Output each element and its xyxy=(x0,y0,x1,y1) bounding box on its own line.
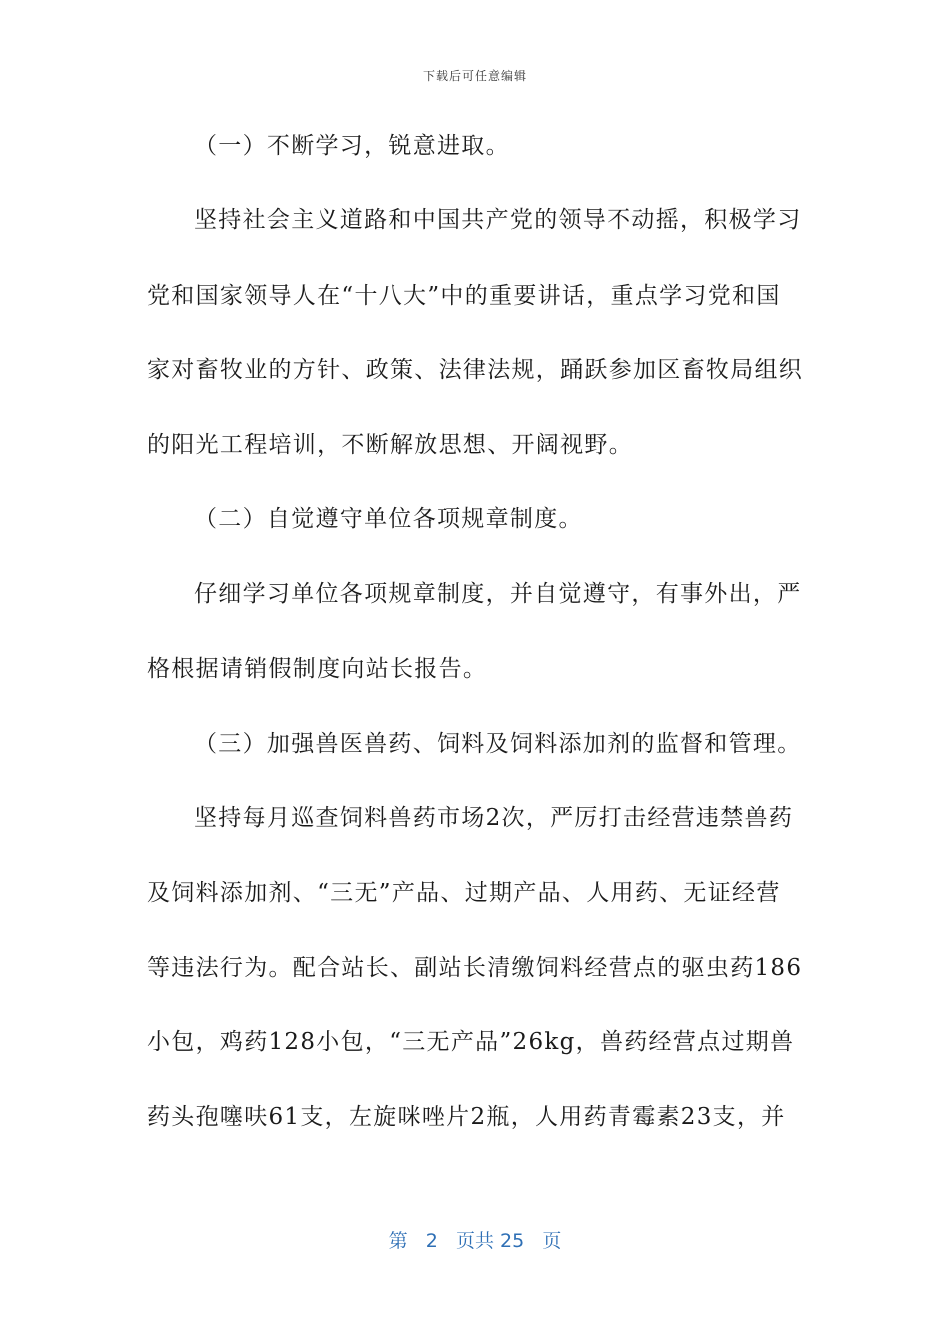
paragraph-line: 等违法行为。配合站长、副站长清缴饲料经营点的驱虫药186 xyxy=(147,955,803,981)
paragraph-line: 小包，鸡药128小包，“三无产品”26kg，兽药经营点过期兽 xyxy=(147,1029,795,1055)
paragraph-line: 药头孢噻呋61支，左旋咪唑片2瓶，人用药青霉素23支，并 xyxy=(147,1104,786,1130)
section-heading-2: （二）自觉遵守单位各项规章制度。 xyxy=(194,506,583,532)
paragraph-line: 的阳光工程培训，不断解放思想、开阔视野。 xyxy=(147,432,633,458)
header-note: 下载后可任意编辑 xyxy=(422,69,527,83)
paragraph-line: 家对畜牧业的方针、政策、法律法规，踊跃参加区畜牧局组织 xyxy=(147,357,804,383)
paragraph-line: 坚持每月巡查饲料兽药市场2次，严厉打击经营违禁兽药 xyxy=(194,805,794,831)
footer-middle: 页共 xyxy=(455,1230,494,1252)
paragraph-line: 党和国家领导人在“十八大”中的重要讲话，重点学习党和国 xyxy=(147,283,781,309)
page-footer xyxy=(0,1226,950,1253)
footer-suffix: 页 xyxy=(542,1230,562,1252)
section-heading-3: （三）加强兽医兽药、饲料及饲料添加剂的监督和管理。 xyxy=(194,731,802,757)
paragraph-line: 坚持社会主义道路和中国共产党的领导不动摇，积极学习 xyxy=(194,207,802,233)
total-page-count: 25 xyxy=(500,1230,525,1252)
footer-prefix: 第 xyxy=(388,1230,408,1252)
section-heading-1: （一）不断学习，锐意进取。 xyxy=(194,133,510,159)
paragraph-line: 仔细学习单位各项规章制度，并自觉遵守，有事外出，严 xyxy=(194,581,802,607)
paragraph-line: 及饲料添加剂、“三无”产品、过期产品、人用药、无证经营 xyxy=(147,880,781,906)
current-page-number: 2 xyxy=(425,1230,438,1252)
paragraph-line: 格根据请销假制度向站长报告。 xyxy=(147,656,488,682)
